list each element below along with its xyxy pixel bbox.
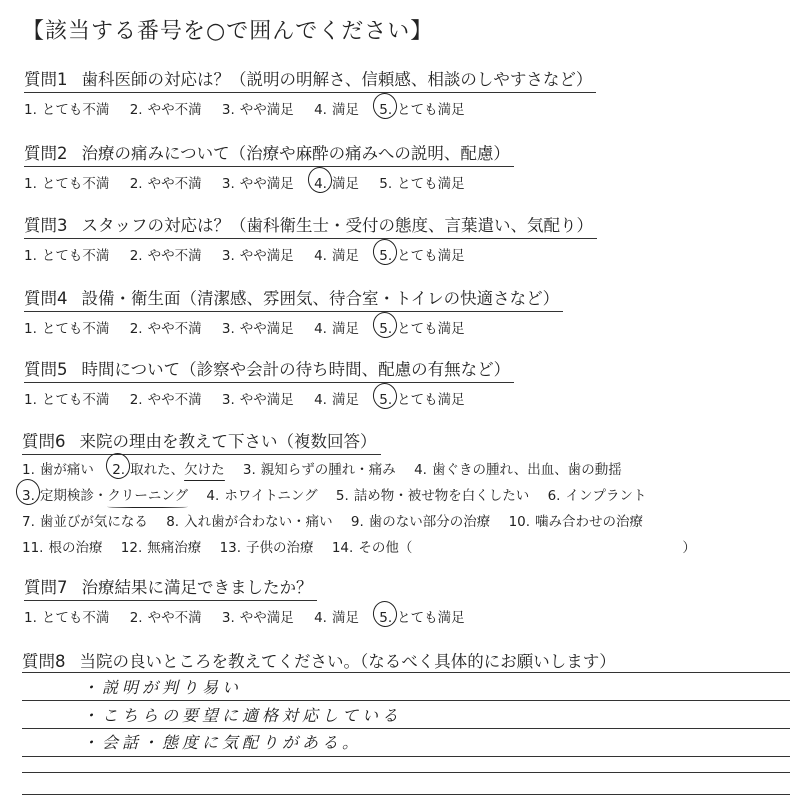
selection-circle bbox=[104, 451, 133, 481]
question-5 bbox=[24, 356, 784, 408]
answer-line bbox=[22, 756, 790, 757]
question-1-text: 歯科医師の対応は？（説明の明解さ、信頼感、相談のしやすさなど） bbox=[81, 70, 593, 89]
q5-option-4[interactable]: 4. 満足 bbox=[314, 392, 359, 408]
q4-option-5[interactable]: 5. とても満足 bbox=[379, 317, 464, 337]
q2-option-2[interactable]: 2. やや不満 bbox=[129, 176, 202, 192]
selection-circle bbox=[371, 91, 400, 121]
q6-option-8[interactable]: 8. 入れ歯が合わない・痛い bbox=[166, 514, 333, 530]
handwritten-underline: クリーニング bbox=[107, 488, 189, 504]
q1-option-2[interactable]: 2. やや不満 bbox=[129, 102, 202, 118]
handwritten-answer-2: ・こちらの要望に適格対応している bbox=[82, 706, 403, 725]
q5-option-5[interactable]: 5. とても満足 bbox=[379, 388, 464, 408]
selection-circle bbox=[14, 477, 43, 507]
q1-option-1[interactable]: 1. とても不満 bbox=[24, 102, 110, 118]
question-3-underline bbox=[24, 238, 597, 240]
q6-option-3b[interactable]: 3. 定期検診・クリーニング bbox=[22, 484, 188, 504]
q6-option-1[interactable]: 1. 歯が痛い bbox=[22, 462, 94, 478]
q6-row-1 bbox=[22, 458, 782, 478]
question-2-label: 質問2 bbox=[24, 144, 68, 163]
question-5-underline bbox=[24, 382, 514, 384]
q6-option-2[interactable]: 2. 取れた、欠けた bbox=[112, 458, 224, 478]
question-4-text: 設備・衛生面（清潔感、雰囲気、待合室・トイレの快適さなど） bbox=[81, 289, 560, 308]
q6-option-7[interactable]: 7. 歯並びが気になる bbox=[22, 514, 148, 530]
question-8 bbox=[22, 648, 782, 672]
question-4-options bbox=[24, 317, 784, 337]
question-3-text: スタッフの対応は？（歯科衛生士・受付の態度、言葉遣い、気配り） bbox=[81, 216, 593, 235]
selection-circle bbox=[371, 381, 400, 411]
q3-option-2[interactable]: 2. やや不満 bbox=[129, 248, 202, 264]
q7-option-5[interactable]: 5. とても満足 bbox=[379, 606, 464, 626]
q3-option-1[interactable]: 1. とても不満 bbox=[24, 248, 110, 264]
q6-option-11[interactable]: 11. 根の治療 bbox=[22, 540, 103, 556]
q7-option-2[interactable]: 2. やや不満 bbox=[129, 610, 202, 626]
q6-option-12[interactable]: 12. 無痛治療 bbox=[120, 540, 202, 556]
q7-option-4[interactable]: 4. 満足 bbox=[314, 610, 359, 626]
question-1 bbox=[24, 66, 784, 118]
question-7-label: 質問7 bbox=[24, 578, 68, 597]
handwritten-answer-3: ・会話・態度に気配りがある。 bbox=[82, 733, 363, 752]
question-4-underline bbox=[24, 311, 563, 313]
handwritten-underline: 欠けた bbox=[184, 462, 225, 478]
handwritten-answer-1: ・説明が判り易い bbox=[82, 678, 243, 697]
selection-circle bbox=[371, 237, 400, 267]
q2-option-1[interactable]: 1. とても不満 bbox=[24, 176, 110, 192]
question-3-options bbox=[24, 244, 784, 264]
q3-option-5[interactable]: 5. とても満足 bbox=[379, 244, 464, 264]
q2-option-4[interactable]: 4. 満足 bbox=[314, 172, 359, 192]
q5-option-3[interactable]: 3. やや満足 bbox=[221, 392, 294, 408]
q6-option-4[interactable]: 4. 歯ぐきの腫れ、出血、歯の動揺 bbox=[414, 462, 622, 478]
answer-line bbox=[22, 728, 790, 729]
question-6 bbox=[22, 428, 782, 556]
question-5-label: 質問5 bbox=[24, 360, 68, 379]
q6-option-14[interactable]: 14. その他（ ） bbox=[331, 540, 696, 556]
q4-option-1[interactable]: 1. とても不満 bbox=[24, 321, 110, 337]
question-2-text: 治療の痛みについて（治療や麻酔の痛みへの説明、配慮） bbox=[81, 144, 510, 163]
q7-option-3[interactable]: 3. やや満足 bbox=[221, 610, 294, 626]
selection-circle bbox=[371, 599, 400, 629]
q1-option-3[interactable]: 3. やや満足 bbox=[221, 102, 294, 118]
question-1-options bbox=[24, 98, 784, 118]
question-7 bbox=[24, 574, 784, 626]
question-4-label: 質問4 bbox=[24, 289, 68, 308]
q6-option-13[interactable]: 13. 子供の治療 bbox=[219, 540, 314, 556]
answer-line bbox=[22, 794, 790, 795]
question-7-underline bbox=[24, 600, 317, 602]
q2-option-3[interactable]: 3. やや満足 bbox=[221, 176, 294, 192]
q3-option-4[interactable]: 4. 満足 bbox=[314, 248, 359, 264]
q6-row-4 bbox=[22, 536, 782, 556]
question-1-label: 質問1 bbox=[24, 70, 68, 89]
answer-line bbox=[22, 672, 790, 673]
question-5-options bbox=[24, 388, 784, 408]
selection-circle bbox=[306, 165, 335, 195]
question-3-label: 質問3 bbox=[24, 216, 68, 235]
question-2-options bbox=[24, 172, 784, 192]
q6-row-2 bbox=[22, 484, 782, 504]
answer-line bbox=[22, 772, 790, 773]
instruction-header: 【該当する番号を○で囲んでください】 bbox=[22, 19, 434, 44]
q3-option-3[interactable]: 3. やや満足 bbox=[221, 248, 294, 264]
question-7-text: 治療結果に満足できましたか？ bbox=[81, 578, 313, 597]
question-2 bbox=[24, 140, 784, 192]
question-2-underline bbox=[24, 166, 514, 168]
q1-option-5[interactable]: 5. とても満足 bbox=[379, 98, 464, 118]
q4-option-2[interactable]: 2. やや不満 bbox=[129, 321, 202, 337]
question-8-text: 当院の良いところを教えてください。（なるべく具体的にお願いします） bbox=[79, 652, 616, 671]
q2-option-5[interactable]: 5. とても満足 bbox=[379, 176, 465, 192]
q4-option-3[interactable]: 3. やや満足 bbox=[221, 321, 294, 337]
question-6-label: 質問6 bbox=[22, 432, 66, 451]
question-6-text: 来院の理由を教えて下さい（複数回答） bbox=[79, 432, 377, 451]
q6-option-4b[interactable]: 4. ホワイトニング bbox=[206, 488, 318, 504]
q1-option-4[interactable]: 4. 満足 bbox=[314, 102, 359, 118]
question-7-options bbox=[24, 606, 784, 626]
question-3 bbox=[24, 212, 784, 264]
q7-option-1[interactable]: 1. とても不満 bbox=[24, 610, 110, 626]
q6-option-10[interactable]: 10. 噛み合わせの治療 bbox=[508, 514, 644, 530]
q6-option-5[interactable]: 5. 詰め物・被せ物を白くしたい bbox=[335, 488, 530, 504]
selection-circle bbox=[371, 310, 400, 340]
q4-option-4[interactable]: 4. 満足 bbox=[314, 321, 359, 337]
q6-option-6[interactable]: 6. インプラント bbox=[547, 488, 647, 504]
question-1-underline bbox=[24, 92, 596, 94]
q6-option-3[interactable]: 3. 親知らずの腫れ・痛み bbox=[242, 462, 396, 478]
q5-option-1[interactable]: 1. とても不満 bbox=[24, 392, 110, 408]
q6-row-3 bbox=[22, 510, 782, 530]
question-4 bbox=[24, 285, 784, 337]
question-5-text: 時間について（診察や会計の待ち時間、配慮の有無など） bbox=[81, 360, 511, 379]
q5-option-2[interactable]: 2. やや不満 bbox=[129, 392, 202, 408]
question-8-label: 質問8 bbox=[22, 652, 66, 671]
q6-option-9[interactable]: 9. 歯のない部分の治療 bbox=[350, 514, 491, 530]
question-6-underline bbox=[22, 454, 381, 456]
answer-line bbox=[22, 700, 790, 701]
